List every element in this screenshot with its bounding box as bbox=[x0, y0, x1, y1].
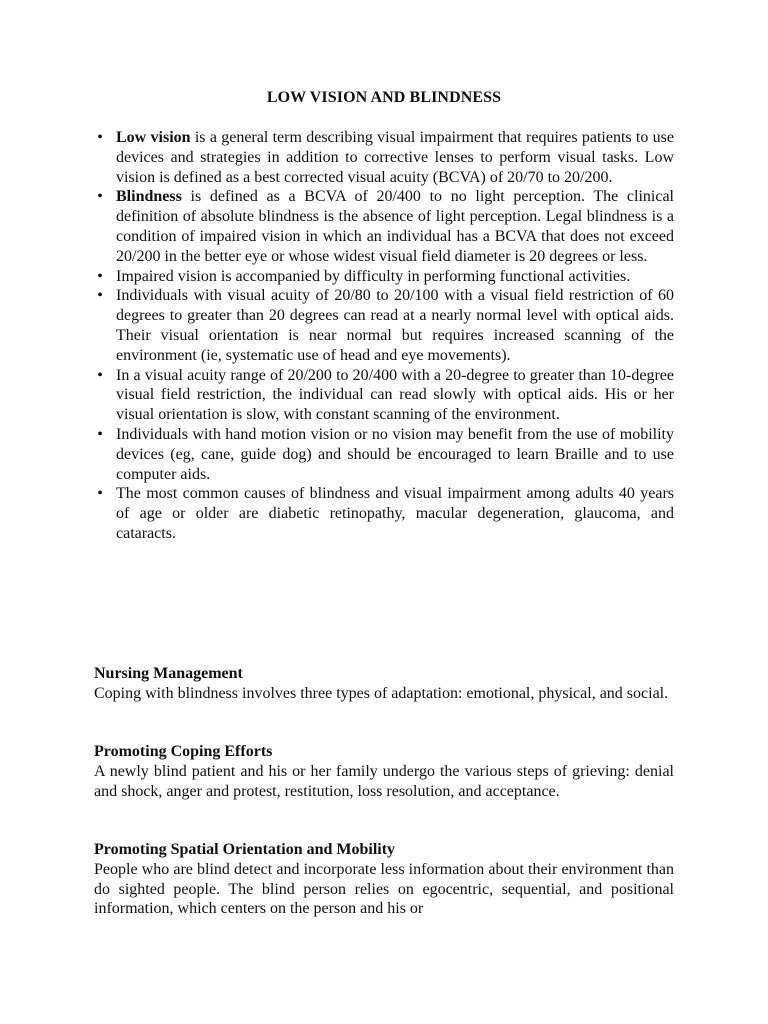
bullet-text: Individuals with visual acuity of 20/80 to 20/100 with a visual field restriction of 60 degrees to greater than 20 degrees can read at a nearly normal level with optical aids. Their visual orientation is near normal but requires increased scanning of the environment (ie, systematic use of head and eye movements). bbox=[116, 287, 674, 364]
bullet-icon: • bbox=[97, 366, 103, 384]
section-spatial-orientation bbox=[94, 840, 674, 919]
bullet-text: is a general term describing visual impairment that requires patients to use devices and strategies in addition to corrective lenses to perform visual tasks. Low vision is defined as a best corrected visual acuity (BCVA) of 20/70 to 20/200. bbox=[116, 129, 674, 186]
bullet-item-blindness bbox=[94, 187, 674, 266]
bullet-icon: • bbox=[97, 485, 103, 503]
bullet-list bbox=[94, 128, 674, 544]
bullet-item-common-causes bbox=[94, 484, 674, 543]
bullet-text: In a visual acuity range of 20/200 to 20/400 with a 20-degree to greater than 10-degree visual field restriction, the individual can read slowly with optical aids. His or her visual orientation is slow, with constant scanning of the environment. bbox=[116, 366, 674, 424]
bullet-term: Blindness bbox=[116, 188, 182, 206]
section-heading: Promoting Coping Efforts bbox=[94, 743, 273, 760]
section-body: Coping with blindness involves three types of adaptation: emotional, physical, and social. bbox=[94, 684, 669, 702]
bullet-icon: • bbox=[97, 425, 103, 443]
document-title: LOW VISION AND BLINDNESS bbox=[266, 89, 502, 106]
section-body: A newly blind patient and his or her family undergo the various steps of grieving: denial and shock, anger and protest, restitution, loss resolution, and acceptance. bbox=[94, 762, 674, 800]
section-promoting-coping-efforts bbox=[94, 742, 674, 801]
section-heading: Promoting Spatial Orientation and Mobility bbox=[94, 841, 396, 858]
bullet-item-acuity-20-80 bbox=[94, 286, 674, 365]
bullet-text: Individuals with hand motion vision or no vision may benefit from the use of mobility devices (eg, cane, guide dog) and should be encouraged to learn Braille and to use computer aids. bbox=[116, 425, 674, 483]
bullet-icon: • bbox=[97, 129, 103, 146]
bullet-text: is defined as a BCVA of 20/400 to no light perception. The clinical definition of absolute blindness is the absence of light perception. Legal blindness is a condition of impaired vision in which an individual has a BCVA that does not exceed 20/200 in the better eye or whose widest visual field diameter is 20 degrees or less. bbox=[116, 188, 674, 265]
section-heading: Nursing Management bbox=[94, 665, 243, 682]
bullet-item-hand-motion bbox=[94, 425, 674, 484]
bullet-text: Impaired vision is accompanied by difficulty in performing functional activities. bbox=[116, 267, 631, 285]
bullet-icon: • bbox=[97, 188, 103, 206]
bullet-item-impaired-vision bbox=[94, 267, 674, 287]
section-nursing-management bbox=[94, 664, 674, 704]
section-body: People who are blind detect and incorporate less information about their environment than do sighted people. The blind person relies on egocentric, sequential, and positional information, which centers on the person and his or bbox=[94, 860, 674, 918]
bullet-icon: • bbox=[97, 267, 103, 285]
bullet-term: Low vision bbox=[116, 129, 191, 146]
bullet-icon: • bbox=[97, 287, 103, 305]
bullet-item-low-vision bbox=[94, 128, 674, 187]
bullet-item-acuity-20-200 bbox=[94, 366, 674, 425]
bullet-text: The most common causes of blindness and visual impairment among adults 40 years of age or older are diabetic retinopathy, macular degeneration, glaucoma, and cataracts. bbox=[116, 485, 674, 542]
